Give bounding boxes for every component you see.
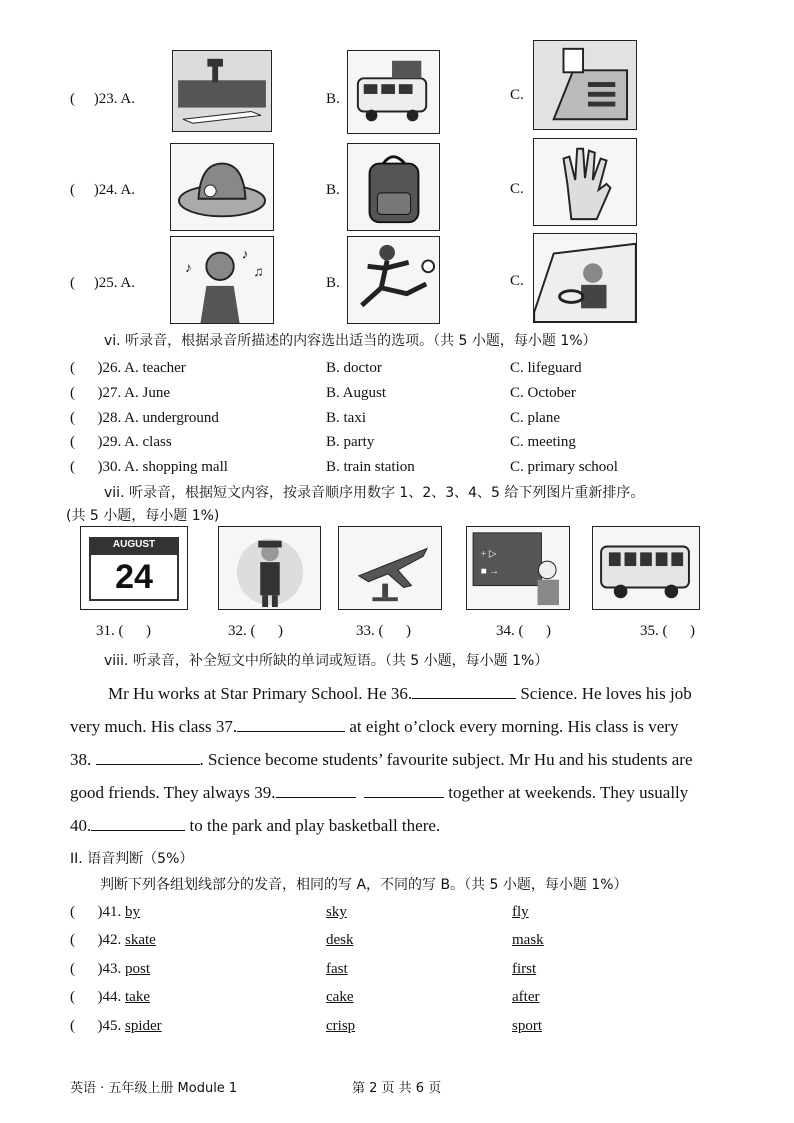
driver-icon <box>533 233 637 323</box>
passage-line-1 <box>70 677 730 710</box>
question-45-word-2: crisp <box>326 1018 356 1034</box>
footer-page-number: 第 2 页 共 6 页 <box>352 1081 442 1096</box>
question-24-option-b: B. <box>326 182 340 198</box>
question-27-option-c: C. October <box>510 385 576 401</box>
passage-line-4 <box>70 776 730 809</box>
question-42-word-2: desk <box>326 932 354 948</box>
hat-icon <box>170 143 274 231</box>
blank-40[interactable] <box>91 816 185 831</box>
building-icon <box>533 40 637 130</box>
passage-text: to the park and play basketball there. <box>185 816 441 835</box>
passage-text: 38. <box>70 750 96 769</box>
question-43-word-3: first <box>512 961 537 977</box>
svg-text:♪: ♪ <box>241 246 249 262</box>
calendar-day: 24 <box>89 553 179 601</box>
question-41-word-2: sky <box>326 904 347 920</box>
question-24-option-c: C. <box>510 181 524 197</box>
passage-text: very much. His class 37. <box>70 717 238 736</box>
blank-38[interactable] <box>96 750 200 765</box>
blank-37[interactable] <box>237 717 345 732</box>
answer-34: 34. ( ) <box>496 623 551 639</box>
question-42: ( )42. skate <box>70 932 156 948</box>
answer-33: 33. ( ) <box>356 623 411 639</box>
question-26-option-b: B. doctor <box>326 360 382 376</box>
section-ii-title: II. 语音判断（5%） <box>70 851 194 867</box>
question-43: ( )43. post <box>70 961 151 977</box>
svg-text:♪: ♪ <box>184 260 192 276</box>
question-30: ( )30. A. shopping mall <box>70 459 228 475</box>
question-25-option-c: C. <box>510 273 524 289</box>
question-43-word-2: fast <box>326 961 348 977</box>
teacher-blackboard-icon <box>466 526 570 610</box>
question-42-word-3: mask <box>512 932 544 948</box>
backpack-icon <box>347 143 440 231</box>
school-bus-icon <box>592 526 700 610</box>
word: spider <box>125 1018 162 1034</box>
question-25-number: ( )25. A. <box>70 275 135 291</box>
blank-39b[interactable] <box>364 783 444 798</box>
question-29-option-c: C. meeting <box>510 434 576 450</box>
svg-text:■ →: ■ → <box>480 565 499 577</box>
question-27: ( )27. A. June <box>70 385 170 401</box>
passage-line-5 <box>70 809 730 842</box>
blank-36[interactable] <box>412 684 516 699</box>
section-vi-instruction: vi. 听录音，根据录音所描述的内容选出适当的选项。（共 5 小题，每小题 1%） <box>104 333 597 349</box>
question-25-option-b: B. <box>326 275 340 291</box>
question-44-word-3: after <box>512 989 540 1005</box>
question-28: ( )28. A. underground <box>70 410 219 426</box>
hand-icon <box>533 138 637 226</box>
answer-31: 31. ( ) <box>96 623 151 639</box>
question-28-option-c: C. plane <box>510 410 560 426</box>
footer-subject: 英语 · 五年级上册 Module 1 <box>70 1081 238 1096</box>
blank-39a[interactable] <box>276 783 356 798</box>
question-24-number: ( )24. A. <box>70 182 135 198</box>
jet-plane-icon <box>338 526 442 610</box>
question-45-word-3: sport <box>512 1018 542 1034</box>
section-vii-instruction: vii. 听录音，根据短文内容，按录音顺序用数字 1、2、3、4、5 给下列图片重新排序。 <box>104 485 645 501</box>
question-44: ( )44. take <box>70 989 150 1005</box>
word: take <box>125 989 150 1005</box>
passage-text: together at weekends. They usually <box>444 783 689 802</box>
question-30-option-b: B. train station <box>326 459 415 475</box>
svg-text:+ ▷: + ▷ <box>480 548 497 560</box>
singer-icon <box>170 236 274 324</box>
bus-station-icon <box>347 50 440 134</box>
question-45: ( )45. spider <box>70 1018 162 1034</box>
word: skate <box>125 932 156 948</box>
question-41-word-3: fly <box>512 904 529 920</box>
passage-text: Mr Hu works at Star Primary School. He 36. <box>108 684 413 703</box>
question-30-option-c: C. primary school <box>510 459 618 475</box>
question-23-number: ( )23. A. <box>70 91 135 107</box>
word: post <box>125 961 151 977</box>
airport-icon <box>172 50 272 132</box>
calendar-month: AUGUST <box>89 537 179 553</box>
passage-text: Science. He loves his job <box>516 684 692 703</box>
passage-line-2 <box>70 710 730 743</box>
section-ii-instruction: 判断下列各组划线部分的发音，相同的写 A，不同的写 B。（共 5 小题，每小题 1%） <box>100 877 628 893</box>
question-44-word-2: cake <box>326 989 354 1005</box>
word: by <box>125 904 140 920</box>
calendar-icon <box>80 526 188 610</box>
passage-text: 40. <box>70 816 92 835</box>
question-23-option-c: C. <box>510 87 524 103</box>
answer-32: 32. ( ) <box>228 623 283 639</box>
answer-35: 35. ( ) <box>640 623 695 639</box>
pilot-icon <box>218 526 321 610</box>
passage-text: . Science become students’ favourite subject. Mr Hu and his students are <box>199 750 693 769</box>
passage-line-3 <box>70 743 730 776</box>
question-28-option-b: B. taxi <box>326 410 366 426</box>
svg-text:♫: ♫ <box>253 264 264 280</box>
section-vii-instruction-2: (共 5 小题，每小题 1%) <box>66 508 220 524</box>
question-29: ( )29. A. class <box>70 434 172 450</box>
section-viii-instruction: viii. 听录音，补全短文中所缺的单词或短语。（共 5 小题，每小题 1%） <box>104 653 549 669</box>
football-player-icon <box>347 236 440 324</box>
passage-text: at eight o’clock every morning. His class is very <box>345 717 679 736</box>
question-27-option-b: B. August <box>326 385 387 401</box>
question-26: ( )26. A. teacher <box>70 360 186 376</box>
question-23-option-b: B. <box>326 91 340 107</box>
question-26-option-c: C. lifeguard <box>510 360 582 376</box>
passage-text: good friends. They always 39. <box>70 783 276 802</box>
question-41: ( )41. by <box>70 904 140 920</box>
question-29-option-b: B. party <box>326 434 375 450</box>
